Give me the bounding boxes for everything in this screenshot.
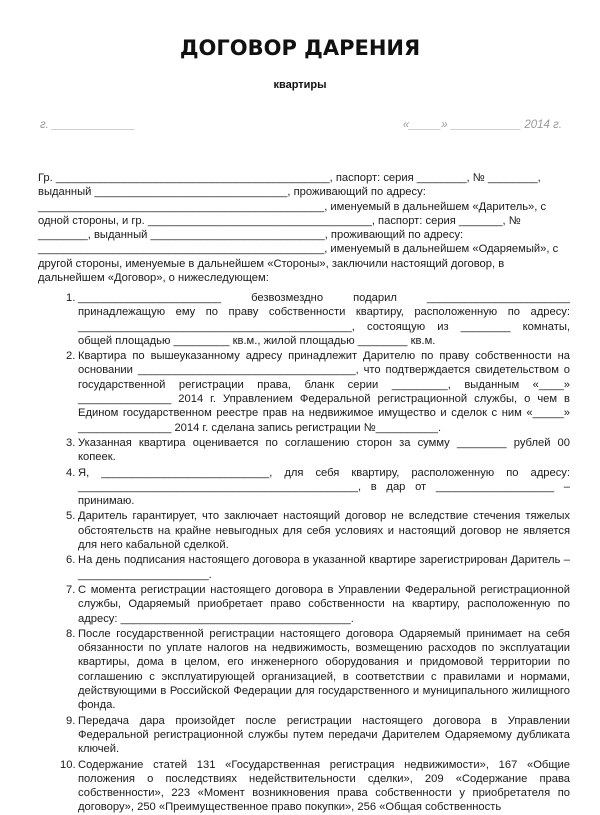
- clause-text: _______________________ безвозмездно подарил _______________________ принадлежащую ему по праву собственности квартиру, расположенную по адресу: ____________________________________________, состоящую из ________ комнаты, общей площадью _________ кв.м., жилой площадью ________ кв.м.: [78, 292, 570, 347]
- clause-number: 5.: [66, 510, 76, 523]
- clause-number: 6.: [66, 554, 76, 567]
- clause-text: Я, ___________________________, для себя квартиру, расположенную по адресу: _____________________________________________, в дар от ___________________ – принимаю.: [78, 466, 570, 508]
- clause-text: Содержание статей 131 «Государственная регистрация недвижимости», 167 «Общие положения о последствиях недействительности сделки», 209 «Содержание права собственности», 223 «Момент возникновения права собственности у приобретателя по договору», 250 «Преимущественное право покупки», 256 «Общая собственность: [78, 758, 570, 814]
- clause-item: [38, 553, 570, 582]
- clause-text: Указанная квартира оценивается по соглашению сторон за сумму ________ рублей 00 копеек.: [78, 436, 570, 464]
- clause-item: [38, 291, 570, 348]
- clause-item: [38, 627, 570, 713]
- clause-number: 10.: [60, 758, 76, 771]
- preamble-line: Гр. ____________________________________________, паспорт: серия ________, № ________,: [38, 172, 541, 184]
- preamble-line: ______________________________________________, именуемый в дальнейшем «Одаряемый», с: [38, 243, 559, 256]
- clause-text: Передача дара произойдет после регистрации настоящего договора в Управлении Федеральной регистрационной службы путем передачи Дарителем Одаряемому дубликата ключей.: [78, 714, 570, 756]
- clause-text: На день подписания настоящего договора в указанной квартире зарегистрирован Даритель – _____________________.: [78, 554, 570, 581]
- clause-item: [38, 758, 570, 815]
- clause-number: 9.: [66, 714, 76, 727]
- clause-item: [38, 436, 570, 465]
- clause-item: [38, 714, 570, 757]
- preamble-line: ________, выданный ____________________________, проживающий по адресу:: [38, 229, 464, 242]
- preamble-line: ______________________________________________, именуемый в дальнейшем «Даритель», с: [38, 200, 547, 213]
- document-title: ДОГОВОР ДАРЕНИЯ: [179, 36, 421, 60]
- clause-text: Квартира по вышеуказанному адресу принадлежит Дарителю по праву собственности на основании ___________________________________, что подтверждается свидетельством о государственной регистрации права, бланк серии _________, выданным «____» _______________ 2014 г. Управлением Федеральной регистрационной службы, о чем в Едином государственном реестре прав на недвижимое имущество и сделок с ним «_____» _______________ 2014 г. сделана запись регистрации №__________.: [78, 350, 570, 434]
- date-field: «_____» ___________ 2014 г.: [402, 119, 562, 131]
- document-subtitle: квартиры: [273, 79, 327, 91]
- clause-number: 1.: [66, 292, 76, 304]
- clause-text: С момента регистрации настоящего договора в Управлении Федеральной регистрационной службы, Одаряемый приобретает право собственности на квартиру, расположенную по адресу: _____________________________________.: [78, 583, 570, 625]
- clause-item: [38, 349, 570, 435]
- clause-item: [38, 466, 570, 509]
- clause-number: 2.: [66, 350, 76, 363]
- clause-text: После государственной регистрации настоящего договора Одаряемый принимает на себя обязанности по уплате налогов на недвижимость, возмещению расходов по эксплуатации квартиры, дома в целом, его инженерного оборудования и придомовой территории по соглашению с эксплуатирующей организацией, в соответствии с правилами и нормами, действующими в Российской Федерации для государственного и муниципального жилищного фонда.: [78, 627, 570, 712]
- preamble-line: дальнейшем «Договор», о нижеследующем:: [38, 272, 269, 285]
- clause-item: [38, 509, 570, 552]
- clause-number: 7.: [66, 583, 76, 596]
- preamble-line: выданный _______________________________, проживающий по адресу:: [38, 186, 426, 199]
- clause-number: 4.: [66, 466, 76, 479]
- clause-list: [38, 291, 570, 815]
- clause-number: 8.: [66, 627, 76, 640]
- place-field: г. _____________: [40, 119, 136, 131]
- preamble: [38, 171, 568, 285]
- clause-item: [38, 583, 570, 626]
- clause-number: 3.: [66, 436, 76, 449]
- preamble-line: другой стороны, именуемые в дальнейшем «Стороны», заключили настоящий договор, в: [38, 257, 505, 270]
- place-date-row: [40, 119, 562, 135]
- preamble-line: одной стороны, и гр. ____________________________________, паспорт: серия _______, №: [38, 214, 521, 227]
- clause-text: Даритель гарантирует, что заключает настоящий договор не вследствие стечения тяжелых обстоятельств на крайне невыгодных для себя условиях и настоящий договор не является для него кабальной сделкой.: [78, 510, 570, 552]
